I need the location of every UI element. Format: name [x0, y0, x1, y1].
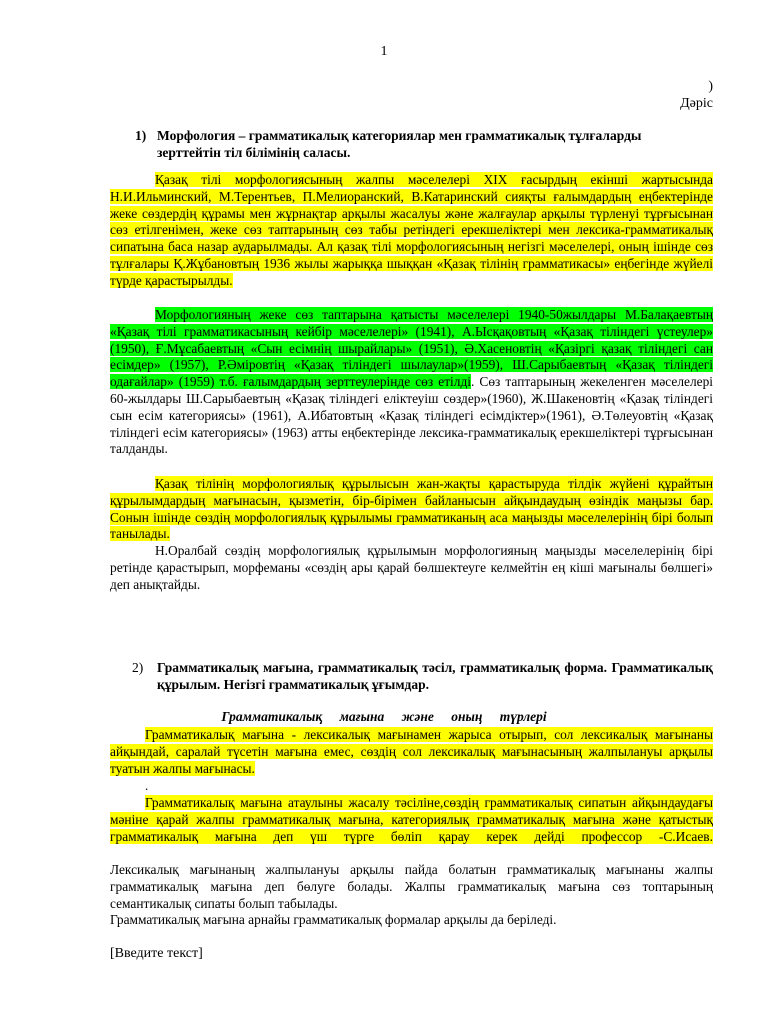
paragraph-text: . Сөз таптарының жекеленген мәселелері 60-жылдары Ш.Сарыбаевтың «Қазақ тіліндегі еліктеуіш сөздер»(1960), Ж.Шакеновтің «Қазақ тіліндегі сын есім категориясы» (1961), А.Ибатовтың «Қазақ тіліндегі есімдіктер»(1961), Ә.Төлеуовтің «Қазақ тіліндегі есім категориясы» (1963) атты еңбектерінде лексика-грамматикалық ерекшеліктері тұрғысынан талданды. — [110, 374, 713, 457]
paragraph-text: Н.Оралбай сөздің морфологиялық құрылымын морфологияның маңызды мәселелерінің бірі ретінде қарастырып, морфеманы «сөздің ары қарай бөлшектеуге келмейтін ең кіші мағыналы бөлшегі» деп анықтайды. — [110, 543, 713, 592]
section-1-number: 1) — [135, 128, 147, 143]
highlighted-text: Қазақ тілі морфологиясының жалпы мәселелері XIX ғасырдың екінші жартысында Н.И.Ильминский, М.Терентьев, П.Мелиоранский, В.Катаринский сияқты ғалымдардың еңбектерінде жеке сөздердің құрамы мен жұрнақтар арқылы жасалуы және жалғаулар арқылы түрленуі тұрғысынан сөз етілгенімен, жеке сөз таптарының сөз табы ретіндегі ерекшеліктері мен лексика-грамматикалық сипатына баса назар аударылмады. Ал қазақ тілі морфологиясының негізгі мәселелері, оның ішінде сөз тұлғалары Қ.Жұбановтың 1936 жылы жарыққа шыққан «Қазақ тілінің грамматикасы» еңбегінде жүйелі түрде қарастырылды. — [110, 172, 713, 288]
green-highlighted-text: Морфологияның жеке сөз таптарына қатысты мәселелері 1940-50жылдары М.Балақаевтың «Қазақ тілі грамматикасының кейбір мәселелері» (1941), А.Ысқақовтың «Қазақ тіліндегі үстеулер» (1950), Ғ.Мұсабаевтың «Сын есімнің шырайлары» (1951), Ә.Хасеновтің «Қазіргі қазақ тіліндегі сан есімдер» (1957), Р.Әміровтің «Қазақ тіліндегі шылаулар»(1959), Ш.Сарыбаевтың «Қазақ тіліндегі одағайлар» (1959) т.б. ғалымдардың зерттеулерінде сөз етілді — [110, 307, 713, 390]
section-2-paragraph-3 — [110, 862, 713, 912]
highlighted-text — [110, 795, 713, 844]
paragraph-text: Лексикалық мағынаның жалпылануы арқылы пайда болатын грамматикалық мағынаны жалпы грамматикалық мағына деп бөлуге болады. Жалпы грамматикалық мағына сөз топтарының семантикалық сипаты болып табылады. — [110, 862, 713, 911]
lecture-label — [680, 78, 713, 112]
paragraph-text: Грамматикалық мағына атаулыны жасалу тәсіліне,сөздің грамматикалық сипатын айқындаудағы мәніне қарай жалпы грамматикалық мағына, категориялық грамматикалық мағына және қатыстық грамматикалық мағына деп үш түрге бөліп қарау керек дейді профессор — [110, 795, 713, 844]
dot-line: . — [145, 778, 149, 793]
section-2-paragraph-1 — [110, 727, 713, 777]
lecture-title: Дәріс — [680, 96, 713, 111]
section-2-heading — [132, 659, 713, 693]
section-1-paragraph-3 — [110, 476, 713, 543]
highlighted-text: Грамматикалық мағына - лексикалық мағынамен жарыса отырып, сол лексикалық мағынаны айқындай, саралай түсетін мағына емес, сөздің сол лексикалық мағынасының жалпылануы арқылы туатын жалпы мағынасы. — [110, 727, 713, 776]
section-1-title: Морфология – грамматикалық категориялар мен грамматикалық тұлғаларды зерттейтін тіл білімінің саласы. — [157, 128, 642, 160]
highlighted-text: Қазақ тілінің морфологиялық құрылысын жан-жақты қарастыруда тілдік жүйені құрайтын құрылымдардың мағынасын, қызметін, бір-бірімен байланысын айқындаудың өзіндік маңызы бар. Сонын ішінде сөздің морфологиялық құрылымы грамматиканың аса маңызды мәселелерінің бірі болып танылады. — [110, 476, 713, 542]
section-1-paragraph-4 — [110, 543, 713, 593]
section-1-paragraph-1 — [110, 172, 713, 290]
section-2-number: 2) — [132, 660, 144, 675]
section-2-title: Грамматикалық мағына, грамматикалық тәсіл, грамматикалық форма. Грамматикалық құрылым. Негізгі грамматикалық ұғымдар. — [157, 660, 713, 692]
section-2-paragraph-2 — [110, 795, 713, 845]
paragraph-text: Грамматикалық мағына арнайы грамматикалық формалар арқылы да беріледі. — [110, 912, 557, 927]
section-1-heading — [135, 127, 677, 161]
section-2-paragraph-4 — [110, 912, 713, 929]
page-number: 1 — [380, 44, 388, 59]
section-1-paragraph-2 — [110, 307, 713, 458]
section-2-subtitle: Грамматикалық мағына және оның түрлері — [221, 709, 547, 724]
footer-placeholder[interactable]: [Введите текст] — [110, 946, 203, 961]
author-reference: -С.Исаев. — [658, 828, 713, 844]
lecture-paren: ) — [708, 79, 713, 94]
